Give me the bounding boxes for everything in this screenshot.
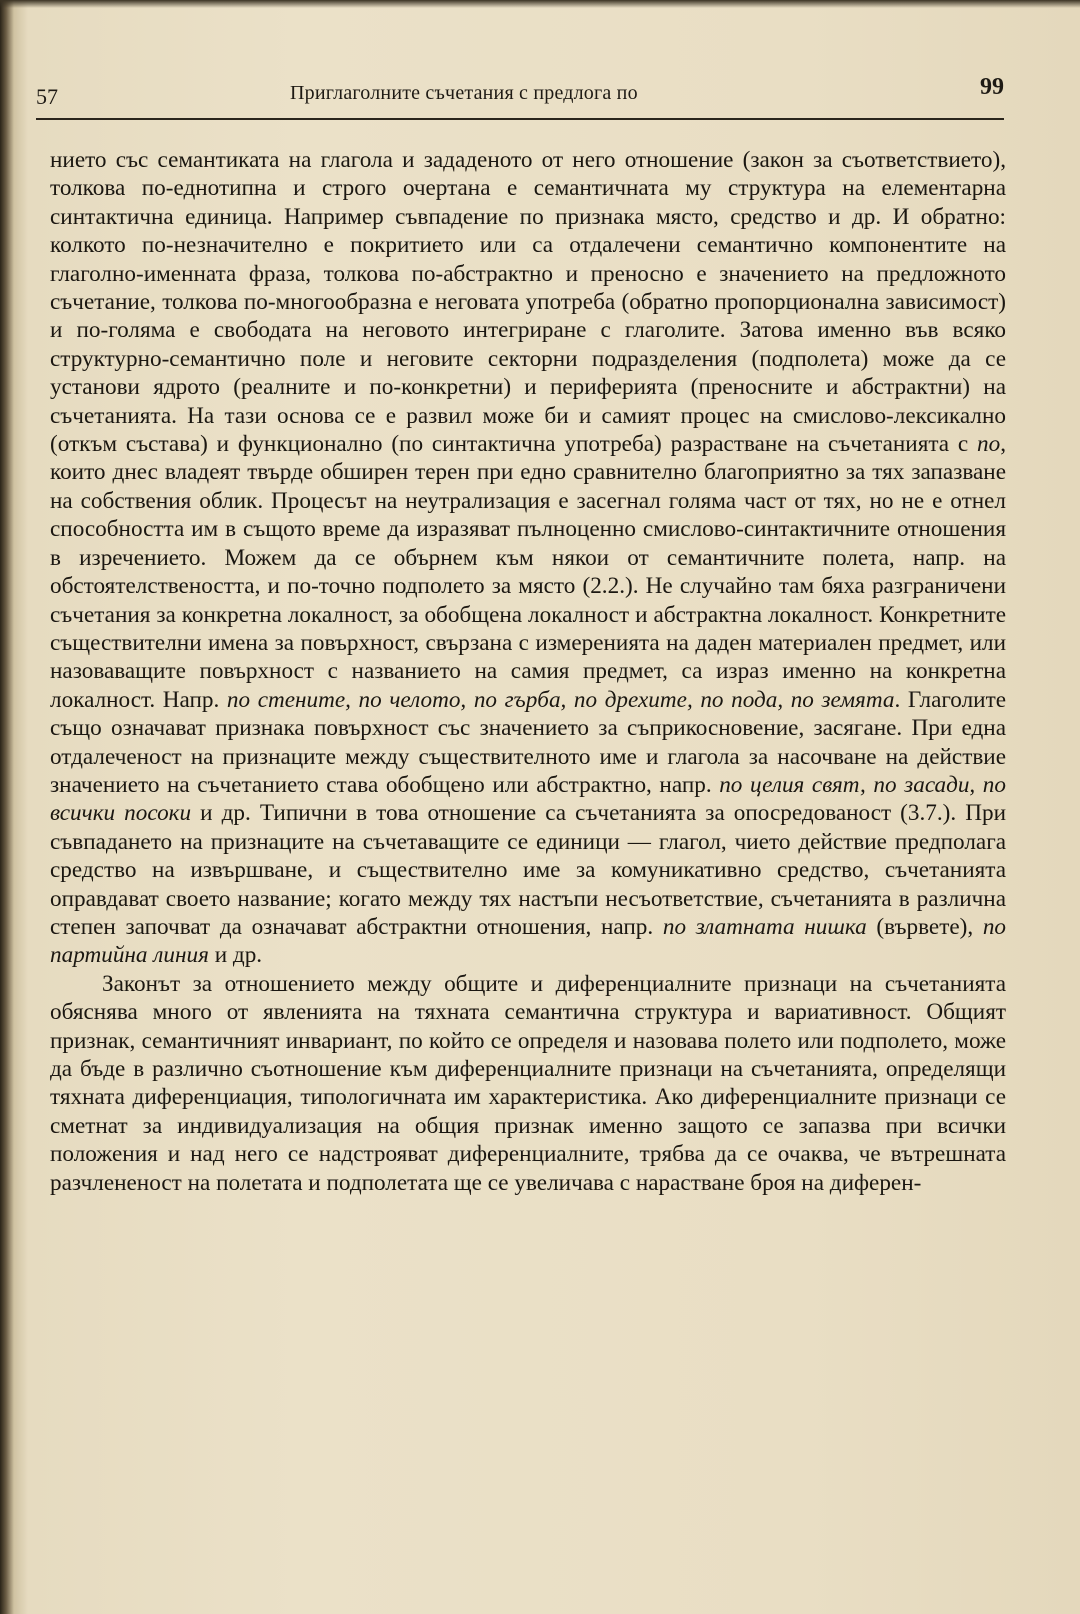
paragraph-1 <box>50 146 1006 970</box>
italic-example: по <box>977 431 1001 458</box>
text-run: нието със семантиката на глагола и зададеното от него отношение (закон за съответствието), толкова по-еднотипна и строго очертана е семантичната му структура на елементарна синтактична единица. Например съвпадение по признака място, средство и др. И обратно: колкото по-незначително е покритието или са отдалечени семантично компонентите на глаголно-именната фраза, толкова по-абстрактно и преносно е значението на предложното съчетание, толкова по-многообразна е неговата употреба (обратно пропорционална зависимост) и по-голяма е свободата на неговото интегриране с глаголите. Затова именно във всяко структурно-семантично поле и неговите секторни подразделения (подполета) може да се установи ядрото (реалните и по-конкретни) и периферията (преносните и абстрактни) на съчетанията. На тази основа се е развил може би и самият процес на смислово-лексикално (откъм състава) и функционално (по синтактична употреба) разрастване на съчетанията с <box>50 147 1006 458</box>
italic-example: по златната нишка <box>662 913 867 940</box>
text-run: (вървете), <box>866 913 983 940</box>
text-run: и др. <box>208 942 263 969</box>
body-text <box>50 146 1006 1197</box>
text-run: . Глаголите също означават признака повърхност със значението за съприкосновение, засягане. При една отдалеченост на признаците между съществителното име и глагола за насочване на действие значението на съчетанието става обобщено или абстрактно, напр. <box>50 686 1006 798</box>
italic-example: по стените, по челото, по гърба, по дрехите, по пода, по земята <box>226 686 895 713</box>
running-title: Приглаголните съчетания с предлога по <box>290 82 638 104</box>
text-run: и др. Типични в това отношение са съчетанията за опосредованост (3.7.). При съвпадането на признаците на съчетаващите се единици — глагол, чието действие предполага средство на извършване, и съществително име за комуникативно средство, съчетанията оправдават своето название; когато между тях настъпи несъответствие, съчетанията в различна степен започват да означават абстрактни отношения, напр. <box>50 800 1006 940</box>
running-header <box>36 74 1004 110</box>
italic-example: по целия свят, по засади, по всички посоки <box>50 771 1006 827</box>
text-run: , които днес владеят твърде обширен терен при едно сравнително благоприятно за тях запазване на собствения облик. Процесът на неутрализация е засегнал голяма част от тях, но не е отнел способността им в същото време да изразяват пълноценно смислово-синтактичните отношения в изречението. Можем да се обърнем към някои от семантичните полета, напр. на обстоятелствеността, и по-точно подполето за място (2.2.). Не случайно там бяха разграничени съчетания за конкретна локалност, за обобщена локалност и абстрактна локалност. Конкретните съществителни имена за повърхност, свързана с измеренията на даден материален предмет, или назоваващите повърхност с названието на самия предмет, са израз именно на конкретна локалност. Напр. <box>50 431 1006 713</box>
text-run: Законът за отношението между общите и диференциалните признаци на съчетанията обяснява много от явленията на тяхната семантична структура и вариативност. Общият признак, семантичният инвариант, по който се определя и назовава полето или подполето, може да бъде в различно съотношение към диференциалните признаци на съчетанията, определящи тяхната диференциация, типологичната им характеристика. Ако диференциалните признаци се сметнат за индивидуализация на общия признак именно защото се запазва при всички положения и над него се надстрояват диференциалните, трябва да се очаква, че вътрешната разчлененост на полетата и подполетата ще се увеличава с нарастване броя на диферен- <box>50 970 1006 1196</box>
header-rule <box>36 118 1004 120</box>
italic-example: по партийна линия <box>50 913 1006 969</box>
section-number: 57 <box>36 84 58 109</box>
page-number: 99 <box>980 74 1004 100</box>
page-edge-shadow <box>0 0 1080 8</box>
paragraph-2 <box>50 970 1006 1197</box>
